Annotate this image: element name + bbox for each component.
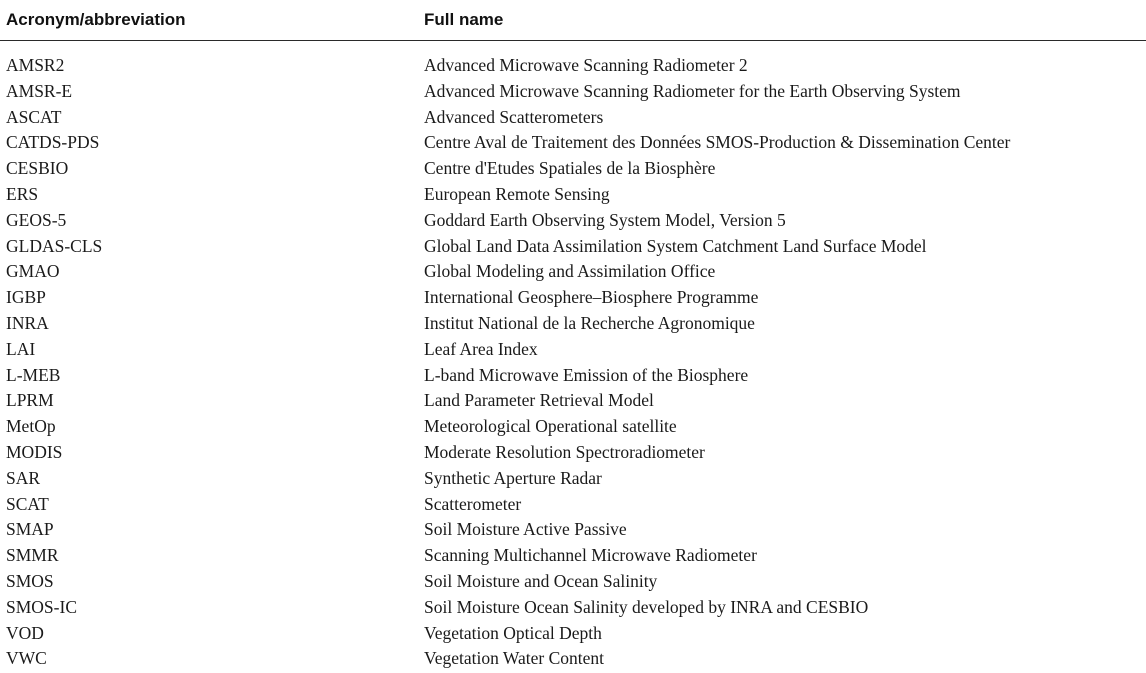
- acronym-cell: VWC: [6, 648, 47, 669]
- full-name-cell: Moderate Resolution Spectroradiometer: [424, 441, 705, 462]
- table-row: [0, 285, 1146, 311]
- full-name-cell: Global Modeling and Assimilation Office: [424, 261, 716, 282]
- acronym-cell: LPRM: [6, 390, 54, 411]
- acronym-cell: SMMR: [6, 545, 59, 566]
- full-name-cell: Meteorological Operational satellite: [424, 416, 677, 437]
- table-row: [0, 105, 1146, 131]
- full-name-cell: International Geosphere–Biosphere Programme: [424, 287, 759, 308]
- header-row: [0, 0, 1146, 41]
- full-name-cell: Centre Aval de Traitement des Données SMOS-Production & Dissemination Center: [424, 132, 1011, 153]
- table-row: [0, 517, 1146, 543]
- column-header-full-name: Full name: [424, 0, 1146, 41]
- acronym-cell: LAI: [6, 338, 36, 359]
- spacer-cell: [0, 41, 1146, 54]
- table-row: [0, 492, 1146, 518]
- acronym-cell: AMSR-E: [6, 80, 73, 101]
- acronym-cell: L-MEB: [6, 364, 61, 385]
- full-name-cell: Vegetation Optical Depth: [424, 622, 602, 643]
- acronym-cell: SMAP: [6, 519, 54, 540]
- table-row: [0, 414, 1146, 440]
- table-row: [0, 208, 1146, 234]
- table-row: [0, 79, 1146, 105]
- acronym-cell: MetOp: [6, 416, 56, 437]
- acronym-cell: CESBIO: [6, 158, 69, 179]
- table-row: [0, 234, 1146, 260]
- table-row: [0, 182, 1146, 208]
- acronym-cell: ERS: [6, 183, 39, 204]
- acronym-cell: MODIS: [6, 441, 63, 462]
- full-name-cell: Advanced Scatterometers: [424, 106, 604, 127]
- table-row: [0, 569, 1146, 595]
- full-name-cell: Soil Moisture Ocean Salinity developed by INRA and CESBIO: [424, 596, 869, 617]
- acronym-cell: GLDAS-CLS: [6, 235, 103, 256]
- full-name-cell: Advanced Microwave Scanning Radiometer for the Earth Observing System: [424, 80, 961, 101]
- full-name-cell: European Remote Sensing: [424, 183, 610, 204]
- acronym-cell: SCAT: [6, 493, 49, 514]
- table-row: [0, 543, 1146, 569]
- full-name-cell: L-band Microwave Emission of the Biosphere: [424, 364, 749, 385]
- acronym-cell: GMAO: [6, 261, 60, 282]
- table-row: [0, 595, 1146, 621]
- full-name-cell: Scanning Multichannel Microwave Radiometer: [424, 545, 757, 566]
- table-header: [0, 0, 1146, 41]
- acronym-cell: VOD: [6, 622, 44, 643]
- full-name-cell: Synthetic Aperture Radar: [424, 467, 602, 488]
- acronym-cell: AMSR2: [6, 55, 65, 75]
- acronym-cell: SAR: [6, 467, 41, 488]
- acronym-cell: INRA: [6, 312, 49, 333]
- table-row: [0, 53, 1146, 79]
- table-row: [0, 363, 1146, 389]
- full-name-cell: Vegetation Water Content: [424, 648, 605, 669]
- table-row: [0, 440, 1146, 466]
- acronym-cell: CATDS-PDS: [6, 132, 100, 153]
- acronym-cell: SMOS: [6, 570, 54, 591]
- table-row: [0, 621, 1146, 647]
- full-name-cell: Land Parameter Retrieval Model: [424, 390, 654, 411]
- table-row: [0, 646, 1146, 672]
- table-row: [0, 466, 1146, 492]
- table-row: [0, 156, 1146, 182]
- full-name-cell: Soil Moisture and Ocean Salinity: [424, 570, 658, 591]
- table-row: [0, 337, 1146, 363]
- acronym-cell: SMOS-IC: [6, 596, 77, 617]
- acronym-cell: ASCAT: [6, 106, 62, 127]
- table-top-spacer: [0, 41, 1146, 54]
- full-name-cell: Soil Moisture Active Passive: [424, 519, 627, 540]
- full-name-cell: Leaf Area Index: [424, 338, 538, 359]
- full-name-cell: Global Land Data Assimilation System Catchment Land Surface Model: [424, 235, 927, 256]
- full-name-cell: Goddard Earth Observing System Model, Version 5: [424, 209, 786, 230]
- table-row: [0, 259, 1146, 285]
- full-name-cell: Institut National de la Recherche Agronomique: [424, 312, 755, 333]
- column-header-acronym: Acronym/abbreviation: [0, 0, 424, 41]
- table-row: [0, 311, 1146, 337]
- table-row: [0, 388, 1146, 414]
- acronym-cell: GEOS-5: [6, 209, 67, 230]
- acronym-cell: IGBP: [6, 287, 46, 308]
- full-name-cell: Centre d'Etudes Spatiales de la Biosphère: [424, 158, 716, 179]
- full-name-cell: Advanced Microwave Scanning Radiometer 2: [424, 55, 748, 75]
- full-name-cell: Scatterometer: [424, 493, 522, 514]
- table-body: [0, 41, 1146, 673]
- table-row: [0, 130, 1146, 156]
